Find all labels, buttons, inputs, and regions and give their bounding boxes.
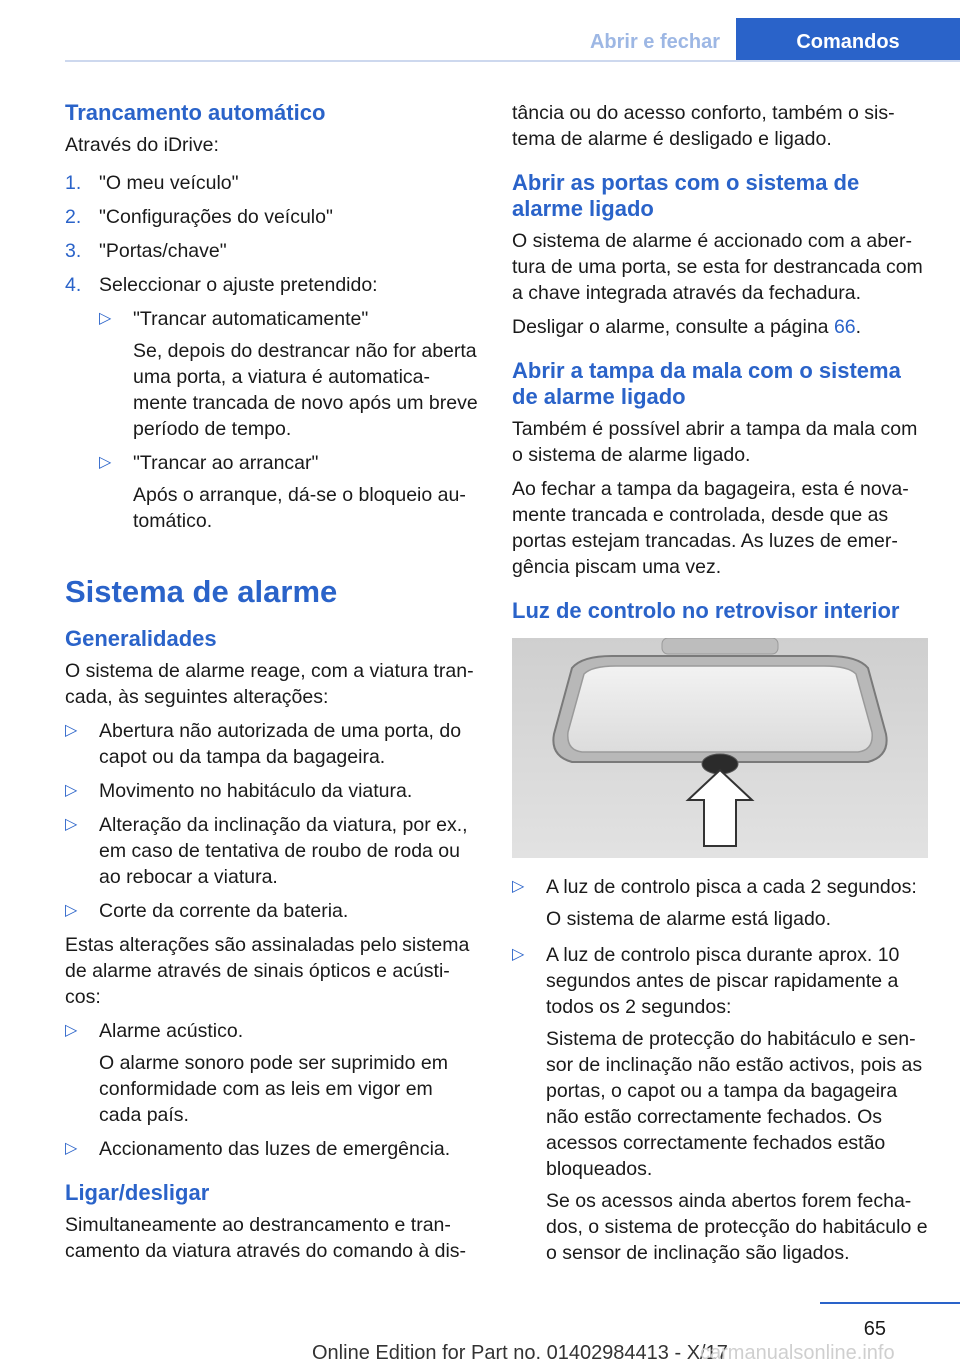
onoff-heading: Ligar/desligar	[65, 1180, 210, 1205]
list-item	[99, 450, 480, 534]
step-number: 2.	[65, 206, 82, 228]
list-item	[65, 812, 480, 890]
signals-list	[65, 1018, 480, 1162]
general-intro: O sistema de alarme reage, com a viatura tran-cada, às seguintes alterações:	[65, 660, 474, 708]
doors-text: O sistema de alarme é accionado com a aber-tura de uma porta, se esta for destrancada com a chave integrada através da fechadura.	[512, 230, 923, 304]
mirror-illustration	[512, 638, 928, 858]
list-item	[512, 942, 928, 1266]
light-label: A luz de controlo pisca a cada 2 segundos:	[546, 876, 917, 898]
triangle-bullet-icon: ▷	[65, 1022, 78, 1039]
disable-period: .	[855, 316, 862, 338]
footer-divider	[820, 1302, 960, 1304]
triangle-bullet-icon: ▷	[65, 782, 78, 799]
triangle-bullet-icon: ▷	[512, 946, 525, 963]
list-item	[65, 238, 480, 264]
step-text: "O meu veículo"	[99, 172, 239, 194]
trunk-text-2: Ao fechar a tampa da bagageira, esta é nova-mente trancada e controlada, desde que as portas estejam trancadas. As luzes de emer-gência piscam uma vez.	[512, 478, 909, 578]
light-description: O sistema de alarme está ligado.	[546, 908, 832, 930]
triangle-bullet-icon: ▷	[65, 722, 78, 739]
change-text: Abertura não autorizada de uma porta, do capot ou da tampa da bagageira.	[99, 720, 462, 768]
light-description: Sistema de protecção do habitáculo e sen-sor de inclinação não estão activos, pois as portas, o capot ou a tampa da bagageira não estão correctamente fechados. Os acessos correctamente fechados estão bloqueados.	[546, 1028, 923, 1180]
tab-comandos[interactable]: Comandos	[736, 18, 960, 62]
right-column	[512, 100, 928, 1266]
option-description: Após o arranque, dá-se o bloqueio au-tomático.	[133, 484, 466, 532]
option-label: "Trancar ao arrancar"	[133, 452, 319, 474]
signals-text: Estas alterações são assinaladas pelo sistema de alarme através de sinais ópticos e acústi-cos:	[65, 934, 470, 1008]
list-item	[65, 778, 480, 804]
triangle-bullet-icon: ▷	[65, 902, 78, 919]
signal-label: Alarme acústico.	[99, 1020, 244, 1042]
left-column	[65, 100, 480, 1264]
doors-heading: Abrir as portas com o sistema de alarme ligado	[512, 170, 860, 221]
continued-text: tância ou do acesso conforto, também o sis-tema de alarme é desligado e ligado.	[512, 102, 895, 150]
change-text: Corte da corrente da bateria.	[99, 900, 349, 922]
header-bar	[0, 0, 960, 62]
trunk-text-1: Também é possível abrir a tampa da mala com o sistema de alarme ligado.	[512, 418, 918, 466]
page-number: 65	[863, 1318, 886, 1340]
list-item	[65, 272, 480, 298]
step-text: "Configurações do veículo"	[99, 206, 333, 228]
trunk-heading: Abrir a tampa da mala com o sistema de alarme ligado	[512, 358, 901, 409]
change-text: Movimento no habitáculo da viatura.	[99, 780, 413, 802]
list-item	[65, 170, 480, 196]
light-description: Se os acessos ainda abertos forem fecha-dos, o sistema de protecção do habitáculo e o sensor de inclinação são ligados.	[546, 1190, 928, 1264]
page-reference-link[interactable]: 66	[833, 316, 856, 338]
option-label: "Trancar automaticamente"	[133, 308, 369, 330]
signal-description: O alarme sonoro pode ser suprimido em conformidade com as leis em vigor em cada país.	[99, 1052, 448, 1126]
rearview-mirror-image	[512, 638, 928, 858]
list-item	[65, 898, 480, 924]
list-item	[65, 1018, 480, 1128]
disable-text: Desligar o alarme, consulte a página	[512, 316, 834, 338]
header-divider	[65, 60, 960, 62]
light-label: A luz de controlo pisca durante aprox. 10 segundos antes de piscar rapidamente a todos os 2 segundos:	[546, 944, 900, 1018]
footer	[0, 1302, 960, 1362]
steps-list	[65, 170, 480, 534]
step-number: 4.	[65, 274, 82, 296]
edition-text: Online Edition for Part no. 01402984413 - X/17	[312, 1342, 728, 1364]
step-number: 3.	[65, 240, 82, 262]
list-item	[65, 1136, 480, 1162]
light-list	[512, 874, 928, 1266]
step-number: 1.	[65, 172, 82, 194]
step-text: "Portas/chave"	[99, 240, 227, 262]
auto-lock-heading: Trancamento automático	[65, 100, 326, 125]
list-item	[65, 718, 480, 770]
changes-list	[65, 718, 480, 924]
onoff-text: Simultaneamente ao destrancamento e tran-camento da viatura através do comando à dis-	[65, 1214, 467, 1262]
signal-label: Accionamento das luzes de emergência.	[99, 1138, 451, 1160]
light-heading: Luz de controlo no retrovisor interior	[512, 598, 900, 623]
list-item	[65, 204, 480, 230]
triangle-bullet-icon: ▷	[99, 454, 112, 471]
watermark: carmanualsonline.info	[700, 1342, 895, 1364]
general-heading: Generalidades	[65, 626, 217, 651]
change-text: Alteração da inclinação da viatura, por ex., em caso de tentativa de roubo de roda ou ao rebocar a viatura.	[99, 814, 468, 888]
list-item	[512, 874, 928, 932]
disable-alarm-text	[512, 314, 928, 340]
triangle-bullet-icon: ▷	[65, 816, 78, 833]
list-item	[99, 306, 480, 442]
option-description: Se, depois do destrancar não for aberta uma porta, a viatura é automatica-mente trancada de novo após um breve período de tempo.	[133, 340, 478, 440]
auto-lock-intro: Através do iDrive:	[65, 134, 219, 156]
step-text: Seleccionar o ajuste pretendido:	[99, 274, 378, 296]
alarm-heading: Sistema de alarme	[65, 574, 338, 609]
triangle-bullet-icon: ▷	[512, 878, 525, 895]
triangle-bullet-icon: ▷	[99, 310, 112, 327]
tab-abrir-e-fechar[interactable]: Abrir e fechar	[589, 31, 720, 53]
triangle-bullet-icon: ▷	[65, 1140, 78, 1157]
